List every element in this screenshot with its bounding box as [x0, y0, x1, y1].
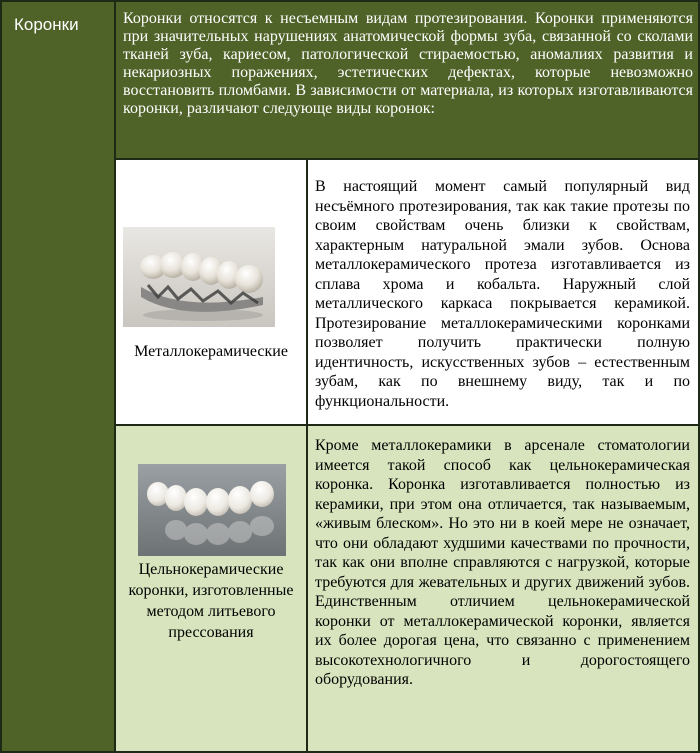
category-cell — [2, 2, 114, 751]
all-ceramic-caption: Цельнокерамические коронки, изготовленные методом литьевого прессования — [128, 561, 294, 641]
intro-text: Коронки относятся к несъемным видам протезирования. Коронки применяются при значительных нарушениях анатомической формы зуба, связанной со сколами тканей зуба, кариесом, патологической стираемостью, аномалиях развития и некариозных поражениях, эстетических дефектах, которые невозможно восстановить пломбами. В зависимости от материала, из которых изготавливаются коронки, различают следующе виды коронок: — [123, 10, 693, 117]
metal-ceramic-caption: Металлокерамические — [134, 343, 288, 360]
metal-ceramic-description: В настоящий момент самый популярный вид несъёмного протезирования, так как такие протезы по своим свойствам очень близки к свойствам, характерным натуральной эмали зубов. Основа металлокерамического протеза изготавливается из сплава хрома и кобальта. Наружный слой металлического каркаса покрывается керамикой. Протезирование металлокерамическими коронками позволяет получить практически полную идентичность, искусственных зубов – естественным зубам, как по внешнему виду, так и по функциональности. — [315, 178, 690, 410]
intro-cell — [116, 2, 698, 158]
all-ceramic-crowns-image — [138, 464, 286, 556]
category-title: Коронки — [14, 15, 79, 34]
metal-ceramic-image-cell — [116, 160, 306, 424]
all-ceramic-description: Кроме металлокерамики в арсенале стоматологии имеется такой способ как цельнокерамическая коронка. Коронка изготавливается полностью из керамики, при этом она отличается, так называемым, «живым блеском». Но это ни в коей мере не означает, что они обладают худшими качествами по прочности, так как они вполне справляются с нагрузкой, которые требуются для жевательных и других движений зубов. Единственным отличием цельнокерамической коронки от металлокерамической коронки, является их более дорогая цена, что связанно с применением высокотехнологичного и дорогостоящего оборудования. — [315, 437, 690, 688]
all-ceramic-image-cell — [116, 426, 306, 751]
all-ceramic-text-cell — [308, 426, 698, 751]
metal-ceramic-text-cell — [308, 160, 698, 424]
all-ceramic-crowns-photo — [138, 464, 286, 556]
metal-ceramic-crowns-photo — [123, 227, 275, 327]
metal-ceramic-crowns-image — [123, 227, 275, 327]
